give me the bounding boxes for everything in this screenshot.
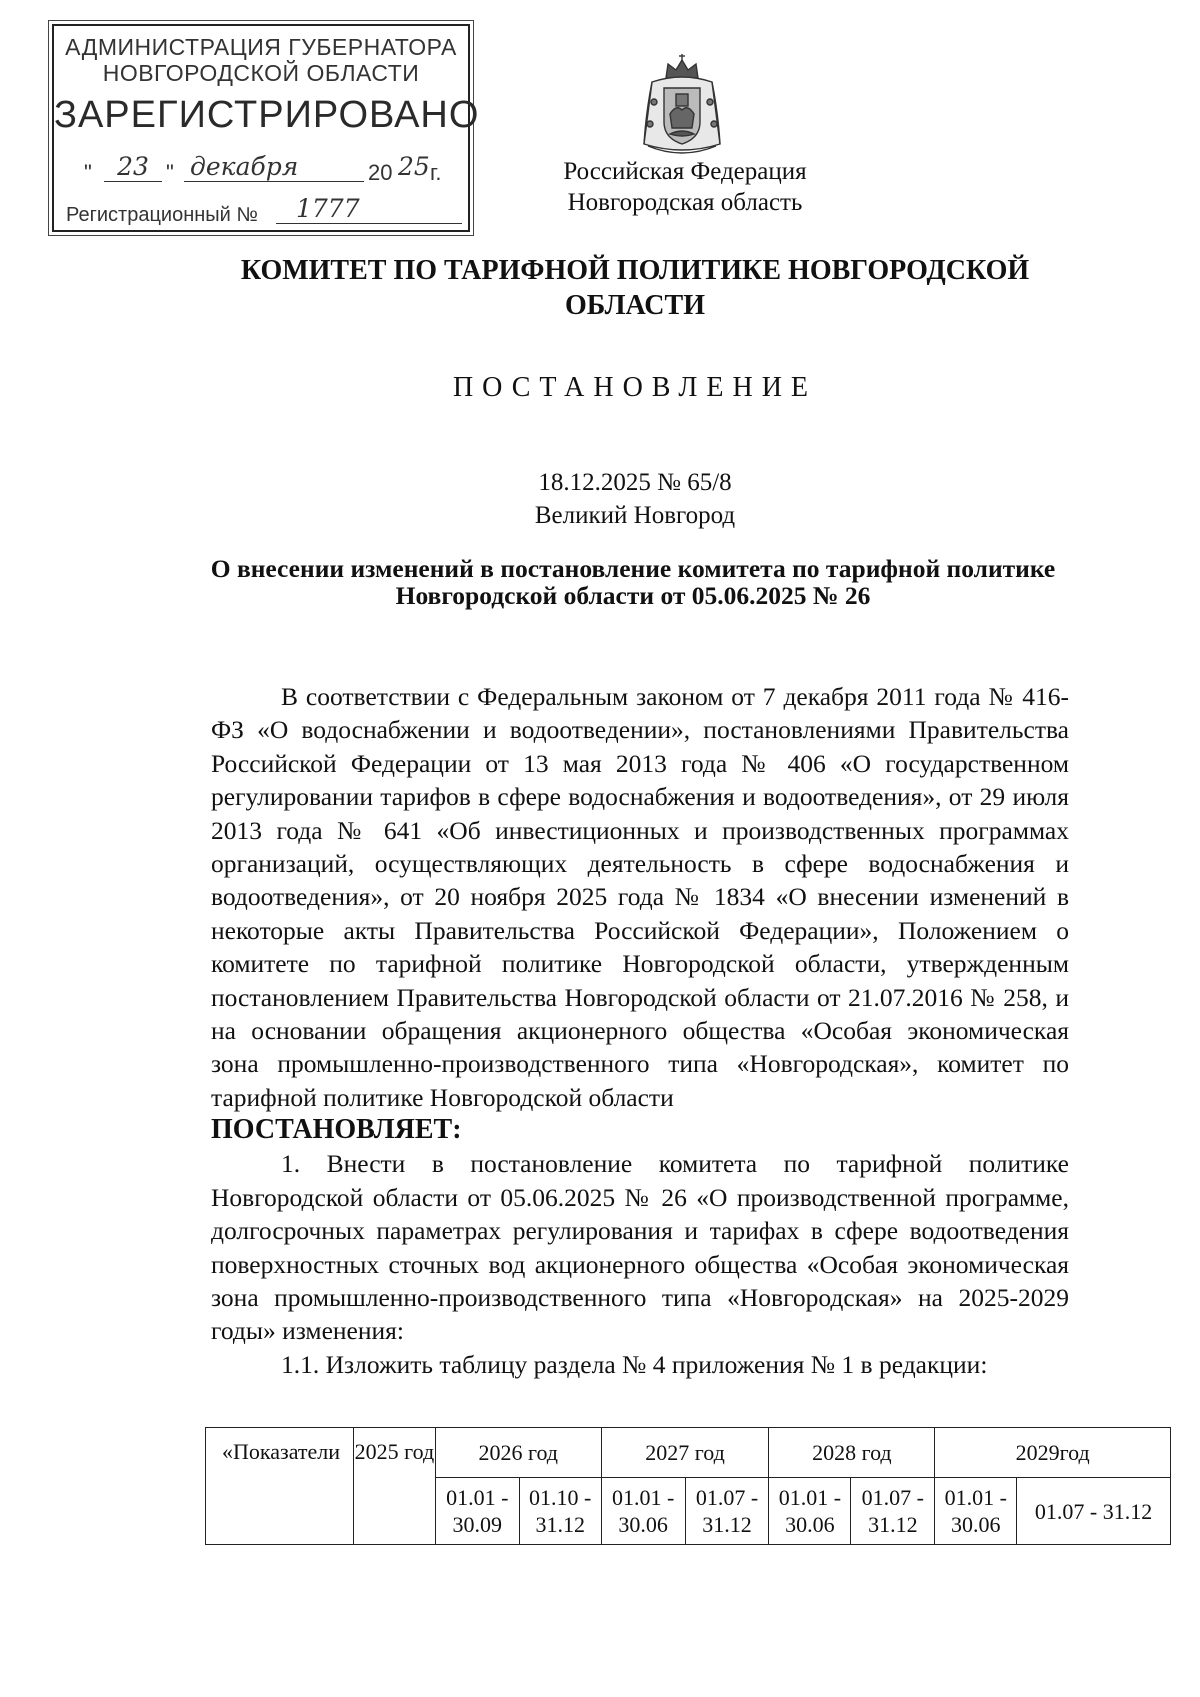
- country-name: Российская Федерация: [563, 158, 807, 185]
- table-period: 01.01 - 30.09: [435, 1478, 519, 1545]
- table-header-2026: 2026 год: [435, 1428, 601, 1478]
- table-period: 01.01 - 30.06: [935, 1478, 1017, 1545]
- stamp-reg-number: [66, 194, 462, 228]
- stamp-org-line1: АДМИНИСТРАЦИЯ ГУБЕРНАТОРА: [65, 34, 457, 60]
- table-period: 01.10 - 31.12: [519, 1478, 601, 1545]
- stamp-quote-open: ": [84, 160, 92, 185]
- resolve-heading: ПОСТАНОВЛЯЕТ:: [211, 1114, 462, 1146]
- preamble-paragraph: В соответствии с Федеральным законом от 7 декабря 2011 года № 416-ФЗ «О водоснабжении и водоотведении», постановлениями Правительства Российской Федерации от 13 мая 2013 года № 406 «О государственном регулировании тарифов в сфере водоснабжения и водоотведения», от 29 июля 2013 года № 641 «Об инвестиционных и производственных программах организаций, осуществляющих деятельность в сфере водоснабжения и водоотведения», от 20 ноября 2025 года № 1834 «О внесении изменений в некоторые акты Правительства Российской Федерации», Положением о комитете по тарифной политике Новгородской области, утвержденным постановлением Правительства Новгородской области от 21.07.2016 № 258, и на основании обращения акционерного общества «Особая экономическая зона промышленно-производственного типа «Новгородская», комитет по тарифной политике Новгородской области: [211, 682, 1069, 1112]
- tariff-table: [205, 1427, 1171, 1545]
- table-header-2029: 2029год: [935, 1428, 1171, 1478]
- document-type: ПОСТАНОВЛЕНИЕ: [452, 372, 818, 403]
- document-date-number: 18.12.2025 № 65/8: [538, 469, 732, 496]
- stamp-date: [84, 152, 456, 188]
- stamp-month: декабря: [184, 152, 364, 182]
- document-city: Великий Новгород: [534, 502, 736, 529]
- stamp-quote-close: ": [166, 160, 174, 185]
- stamp-year-suffix: 25: [398, 152, 430, 181]
- table-period: 01.07 - 31.12: [685, 1478, 769, 1545]
- registration-stamp: [52, 24, 480, 232]
- table-period: 01.01 - 30.06: [601, 1478, 685, 1545]
- stamp-registered: ЗАРЕГИСТРИРОВАНО: [54, 94, 480, 136]
- table-period: 01.07 - 31.12: [851, 1478, 935, 1545]
- table-header-2028: 2028 год: [769, 1428, 935, 1478]
- document-title: О внесении изменений в постановление комитета по тарифной политике Новгородской области от 05.06.2025 № 26: [210, 554, 1056, 610]
- stamp-reg-value: 1777: [276, 194, 462, 224]
- table-header-2025: 2025 год: [353, 1428, 435, 1545]
- table-period: 01.07 - 31.12: [1017, 1478, 1171, 1545]
- region-name: Новгородская область: [567, 189, 803, 216]
- table-header-indicators: «Показатели: [206, 1428, 354, 1545]
- document-body: [211, 680, 1069, 1381]
- stamp-reg-label: Регистрационный №: [66, 204, 258, 226]
- table-period: 01.01 - 30.06: [769, 1478, 851, 1545]
- stamp-day: 23: [104, 152, 162, 182]
- document-number-block: [200, 466, 1070, 532]
- committee-name: КОМИТЕТ ПО ТАРИФНОЙ ПОЛИТИКЕ НОВГОРОДСКОЙ ОБЛАСТИ: [240, 255, 1030, 321]
- coat-of-arms-icon: [636, 52, 728, 160]
- table-header-2027: 2027 год: [601, 1428, 769, 1478]
- stamp-year-g: г.: [430, 160, 442, 185]
- item-1-paragraph: 1. Внести в постановление комитета по тарифной политике Новгородской области от 05.06.2025 № 26 «О производственной программе, долгосрочных параметрах регулирования и тарифах в сфере водоотведения поверхностных сточных вод акционерного общества «Особая экономическая зона промышленно-производственного типа «Новгородская» на 2025-2029 годы» изменения:: [211, 1149, 1069, 1346]
- country-block: [540, 156, 830, 218]
- stamp-year-prefix: 20: [368, 160, 393, 185]
- stamp-org-line2: НОВГОРОДСКОЙ ОБЛАСТИ: [102, 60, 420, 86]
- item-1-1-paragraph: 1.1. Изложить таблицу раздела № 4 приложения № 1 в редакции:: [281, 1349, 988, 1379]
